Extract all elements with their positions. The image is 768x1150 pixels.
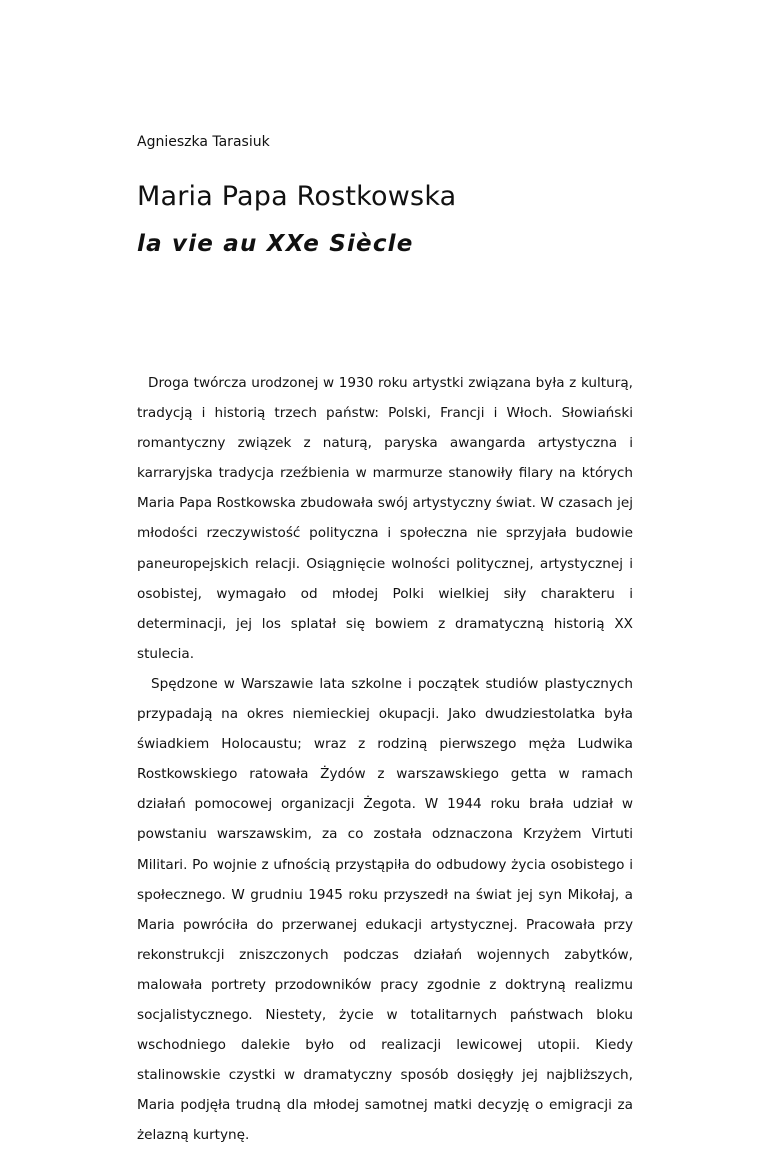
document-title: Maria Papa Rostkowska bbox=[137, 181, 457, 212]
paragraph-1: Droga twórcza urodzonej w 1930 roku artystki związana była z kulturą, tradycją i historią trzech państw: Polski, Francji i Włoch. Słowiański romantyczny związek z naturą, paryska awangarda artystyczna i karraryjska tradycja rzeźbienia w marmurze stanowiły filary na których Maria Papa Rostkowska zbudowała swój artystyczny świat. W czasach jej młodości rzeczywistość polityczna i społeczna nie sprzyjała budowie paneuropejskich relacji. Osiągnięcie wolności politycznej, artystycznej i osobistej, wymagało od młodej Polki wielkiej siły charakteru i determinacji, jej los splatał się bowiem z dramatyczną historią XX stulecia. bbox=[137, 375, 633, 662]
author-name: Agnieszka Tarasiuk bbox=[137, 134, 270, 150]
body-text bbox=[137, 368, 633, 1150]
paragraph-2: Spędzone w Warszawie lata szkolne i początek studiów plastycznych przypadają na okres niemieckiej okupacji. Jako dwudziestolatka była świadkiem Holocaustu; wraz z rodziną pierwszego męża Ludwika Rostkowskiego ratowała Żydów z warszawskiego getta w ramach działań pomocowej organizacji Żegota. W 1944 roku brała udział w powstaniu warszawskim, za co została odznaczona Krzyżem Virtuti Militari. Po wojnie z ufnością przystąpiła do odbudowy życia osobistego i społecznego. W grudniu 1945 roku przyszedł na świat jej syn Mikołaj, a Maria powróciła do przerwanej edukacji artystycznej. Pracowała przy rekonstrukcji zniszczonych podczas działań wojennych zabytków, malowała portrety przodowników pracy zgodnie z doktryną realizmu socjalistycznego. Niestety, życie w totalitarnych państwach bloku wschodniego dalekie było od realizacji lewicowej utopii. Kiedy stalinowskie czystki w dramatyczny sposób dosięgły jej najbliższych, Maria podjęła trudną dla młodej samotnej matki decyzję o emigracji za żelazną kurtynę. bbox=[137, 675, 633, 1144]
document-subtitle: la vie au XXe Siècle bbox=[137, 231, 414, 257]
